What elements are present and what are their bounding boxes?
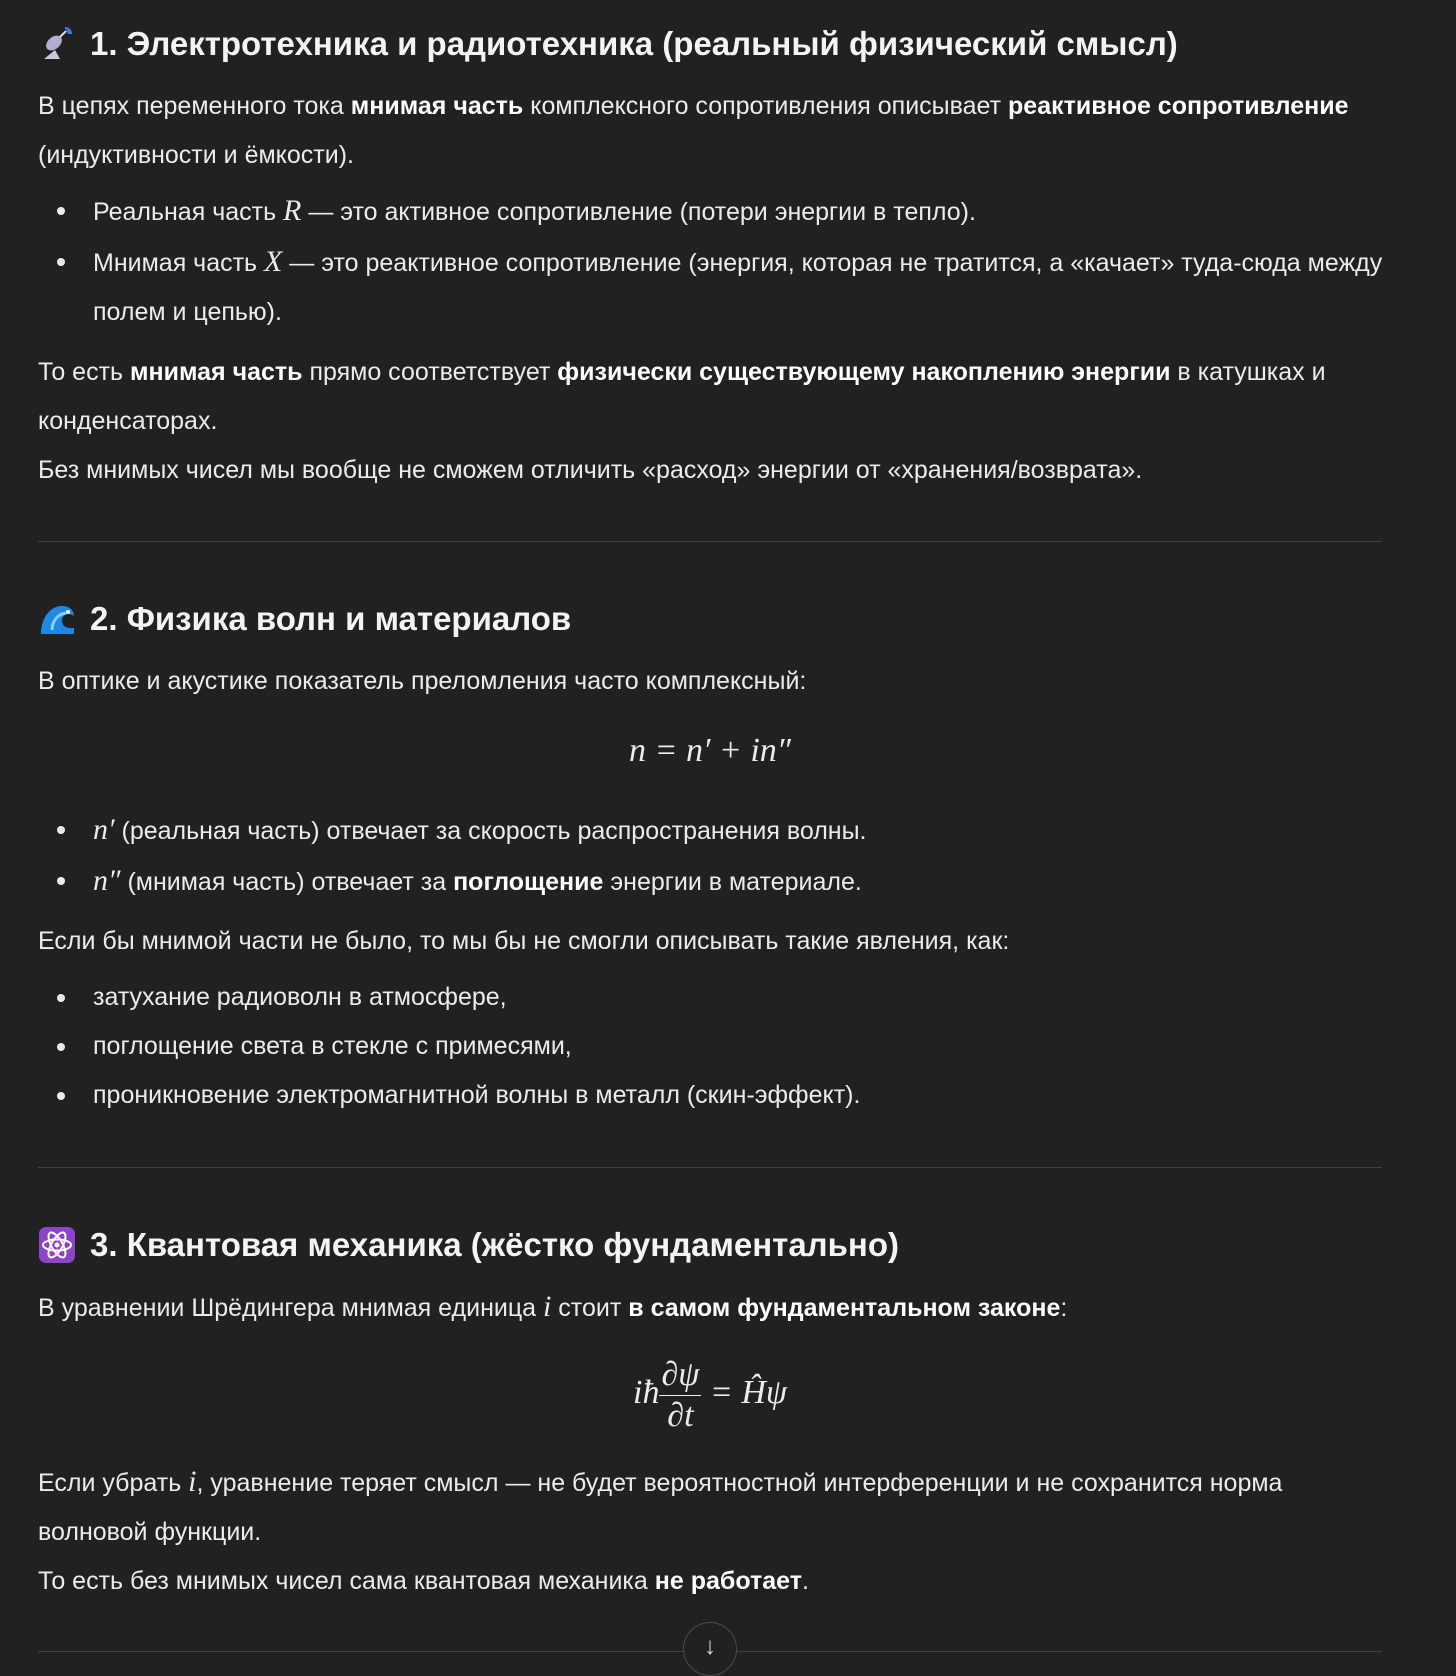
bold-text: поглощение xyxy=(453,868,604,896)
list-item xyxy=(38,237,1383,337)
text: — это реактивное сопротивление (энергия, которая не тратится, а «качает» туда-сюда между полем и цепью). xyxy=(93,249,1383,326)
section-2-intro: В оптике и акустике показатель преломления часто комплексный: xyxy=(38,667,807,695)
list-item xyxy=(38,856,1383,907)
text: в катушках и конденсаторах. xyxy=(38,358,1326,435)
schrodinger-equation xyxy=(0,1352,1420,1436)
text: , уравнение теряет смысл — не будет вероятностной интерференции и не сохранится норма волновой функции. xyxy=(38,1469,1283,1546)
denominator: ∂t xyxy=(667,1396,694,1434)
text: В уравнении Шрёдингера мнимая единица xyxy=(38,1294,544,1322)
bold-text: реактивное сопротивление xyxy=(1008,92,1349,120)
text: Без мнимых чисел мы вообще не сможем отличить «расход» энергии от «хранения/возврата». xyxy=(38,456,1143,484)
math: = Ĥψ xyxy=(709,1374,787,1411)
section-2-title: 2. Физика волн и материалов xyxy=(90,600,572,637)
bold-text: в самом фундаментальном законе xyxy=(628,1294,1061,1322)
section-2-heading xyxy=(38,594,1383,643)
phenomena-list xyxy=(38,973,1383,1120)
section-3-heading xyxy=(38,1220,1383,1269)
bold-text: физически существующему накоплению энергии xyxy=(557,358,1171,386)
divider xyxy=(38,1167,1382,1168)
math: i xyxy=(188,1465,197,1498)
text: Мнимая часть xyxy=(93,249,265,277)
refraction-formula: n = n′ + in″ xyxy=(629,732,791,769)
text: комплексного сопротивления описывает xyxy=(523,92,1009,120)
text: То есть без мнимых чисел сама квантовая механика xyxy=(38,1567,655,1595)
fraction xyxy=(659,1355,701,1436)
section-2-paragraph: Если бы мнимой части не было, то мы бы не смогли описывать такие явления, как: xyxy=(38,927,1010,955)
section-1-heading xyxy=(38,19,1383,68)
section-2-list xyxy=(38,805,1383,907)
text: : xyxy=(1060,1294,1068,1322)
bold-text: мнимая часть xyxy=(130,358,303,386)
math: iħ xyxy=(633,1374,660,1411)
list-item: затухание радиоволн в атмосфере, xyxy=(38,973,1383,1022)
section-1-paragraph xyxy=(38,82,1383,180)
math: X xyxy=(264,245,283,278)
text: Если убрать xyxy=(38,1469,189,1497)
text: В цепях переменного тока xyxy=(38,92,351,120)
section-3-intro xyxy=(38,1282,1383,1333)
bold-text: мнимая часть xyxy=(350,92,524,120)
text: . xyxy=(801,1567,809,1595)
satellite-antenna-icon xyxy=(38,25,76,63)
text: (мнимая часть) отвечает за xyxy=(120,868,454,896)
text: стоит xyxy=(551,1294,629,1322)
scroll-to-bottom-button[interactable] xyxy=(683,1622,737,1676)
water-wave-icon xyxy=(38,600,76,638)
bold-text: не работает xyxy=(654,1567,802,1595)
section-1-list xyxy=(38,186,1383,337)
section-3-title: 3. Квантовая механика (жёстко фундаментально) xyxy=(90,1226,899,1263)
arrow-down-icon: ↓ xyxy=(704,1633,716,1660)
text: прямо соответствует xyxy=(302,358,558,386)
text: (реальная часть) отвечает за скорость распространения волны. xyxy=(114,817,867,845)
math: n″ xyxy=(93,864,121,897)
math: R xyxy=(283,194,302,227)
text: — это активное сопротивление (потери энергии в тепло). xyxy=(301,198,976,226)
section-1-title: 1. Электротехника и радиотехника (реальный физический смысл) xyxy=(90,25,1178,62)
numerator: ∂ψ xyxy=(659,1355,701,1396)
atom-icon xyxy=(38,1226,76,1264)
section-3-conclusion xyxy=(38,1457,1383,1606)
math: n′ xyxy=(93,813,115,846)
divider xyxy=(38,541,1382,542)
text: То есть xyxy=(38,358,130,386)
list-item xyxy=(38,186,1383,237)
text: (индуктивности и ёмкости). xyxy=(38,141,354,169)
list-item xyxy=(38,805,1383,856)
text: Реальная часть xyxy=(93,198,284,226)
math: i xyxy=(543,1290,552,1323)
list-item: поглощение света в стекле с примесями, xyxy=(38,1022,1383,1071)
section-1-conclusion xyxy=(38,348,1383,495)
list-item: проникновение электромагнитной волны в металл (скин-эффект). xyxy=(38,1071,1383,1120)
text: энергии в материале. xyxy=(603,868,862,896)
